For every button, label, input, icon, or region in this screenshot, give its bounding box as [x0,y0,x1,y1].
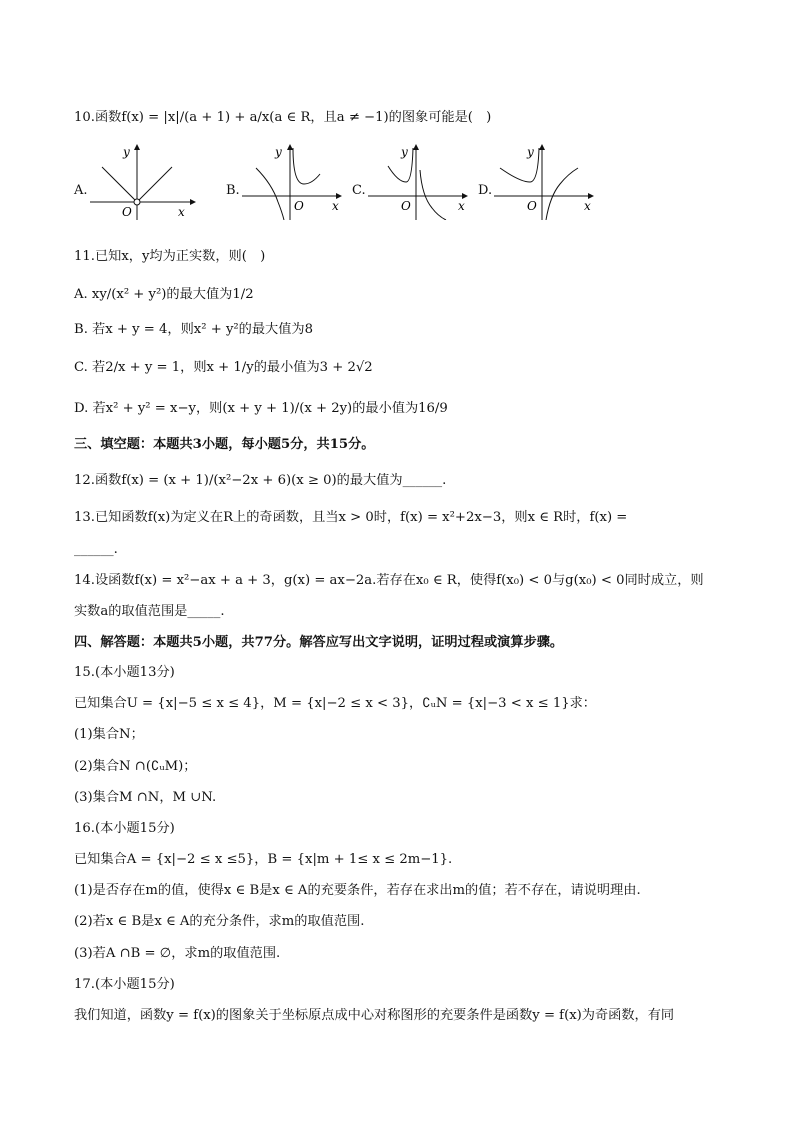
q13-line1: 13.已知函数f(x)为定义在R上的奇函数，且当x > 0时，f(x) = x²+2x−3，则x ∈ R时，f(x) = [74,510,628,525]
q11-stem: 11.已知x，y均为正实数，则( ) [74,249,266,264]
y-axis-label: y [123,145,130,159]
q15-part1: (1)集合N； [74,727,144,742]
q16-stem: 已知集合A = {x|−2 ≤ x ≤5}，B = {x|m + 1≤ x ≤ 2m−1}. [74,852,453,867]
q16-part2: (2)若x ∈ B是x ∈ A的充分条件，求m的取值范围. [74,914,365,929]
q12-text: 12.函数f(x) = (x + 1)/(x²−2x + 6)(x ≥ 0)的最大值为______. [74,473,447,488]
q17-heading: 17.(本小题15分) [74,977,175,992]
origin-label: O [527,199,537,213]
q14-line1: 14.设函数f(x) = x²−ax + a + 3，g(x) = ax−2a.若存在x₀ ∈ R，使得f(x₀) < 0与g(x₀) < 0同时成立，则 [74,573,704,588]
option-b-label: B. [226,183,240,198]
q16-part1: (1)是否存在m的值，使得x ∈ B是x ∈ A的充要条件，若存在求出m的值；若不存在，请说明理由. [74,883,641,898]
q14-line2: 实数a的取值范围是_____. [74,604,225,619]
q11-option-d: D. 若x² + y² = x−y，则(x + y + 1)/(x + 2y)的最小值为16/9 [74,401,448,416]
option-d-graph [490,140,600,220]
x-axis-label: x [584,199,591,213]
q15-part2: (2)集合N ∩(∁ᵤM)； [74,759,197,774]
x-axis-label: x [178,205,185,219]
q15-heading: 15.(本小题13分) [74,665,175,680]
option-c-graph [364,140,474,220]
option-a-graph [86,140,196,220]
q17-stem: 我们知道，函数y = f(x)的图象关于坐标原点成中心对称图形的充要条件是函数y = f(x)为奇函数，有同 [74,1008,675,1023]
q15-part3: (3)集合M ∩N，M ∪N. [74,790,217,805]
option-c-label: C. [352,183,366,198]
section4-heading: 四、解答题：本题共5小题，共77分。解答应写出文字说明，证明过程或演算步骤。 [74,635,564,650]
q13-line2: ______. [74,542,118,557]
x-axis-label: x [332,199,339,213]
y-axis-label: y [527,145,534,159]
q11-option-c: C. 若2/x + y = 1，则x + 1/y的最小值为3 + 2√2 [74,360,373,375]
origin-label: O [122,205,132,219]
section3-heading: 三、填空题：本题共3小题，每小题5分，共15分。 [74,437,375,452]
option-a-label: A. [74,183,88,198]
q10-stem: 10.函数f(x) = |x|/(a + 1) + a/x(a ∈ R，且a ≠ −1)的图象可能是( ) [74,110,492,125]
y-axis-label: y [275,145,282,159]
q11-option-b: B. 若x + y = 4，则x² + y²的最大值为8 [74,322,314,337]
x-axis-label: x [458,199,465,213]
y-axis-label: y [401,145,408,159]
option-d-label: D. [478,183,493,198]
origin-label: O [294,199,304,213]
option-b-graph [238,140,348,220]
q16-part3: (3)若A ∩B = ∅，求m的取值范围. [74,946,281,961]
q16-heading: 16.(本小题15分) [74,821,175,836]
origin-label: O [401,199,411,213]
q11-option-a: A. xy/(x² + y²)的最大值为1/2 [74,287,254,302]
q15-stem: 已知集合U = {x|−5 ≤ x ≤ 4}，M = {x|−2 ≤ x < 3}，∁ᵤN = {x|−3 < x ≤ 1}求： [74,696,596,711]
